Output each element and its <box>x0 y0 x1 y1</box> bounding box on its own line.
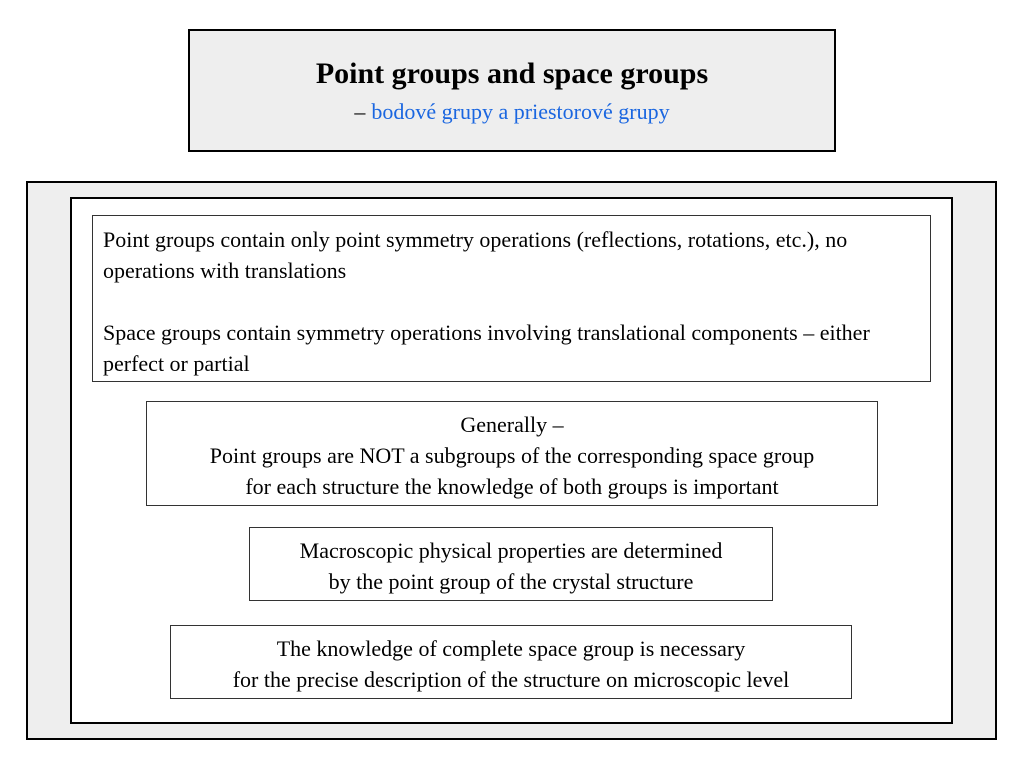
line: for the precise description of the structure on microscopic level <box>232 667 790 692</box>
line: Macroscopic physical properties are determined <box>299 538 723 563</box>
generally-box <box>146 401 878 506</box>
microscopic-box <box>170 625 852 699</box>
point-groups-definition: Point groups contain only point symmetry operations (reflections, rotations, etc.), no operations with translations <box>103 227 848 283</box>
line: Generally – <box>460 412 564 437</box>
title-box <box>188 29 836 152</box>
line: by the point group of the crystal structure <box>328 569 694 594</box>
subtitle-dash: – <box>354 99 366 124</box>
macroscopic-box <box>249 527 773 601</box>
definitions-box <box>92 215 931 382</box>
page-title: Point groups and space groups <box>315 57 709 90</box>
subtitle-text: bodové grupy a priestorové grupy <box>371 99 670 124</box>
subtitle <box>190 99 834 125</box>
space-groups-definition: Space groups contain symmetry operations involving translational components – either perfect or partial <box>103 320 870 376</box>
line: The knowledge of complete space group is necessary <box>276 636 746 661</box>
line: Point groups are NOT a subgroups of the corresponding space group <box>209 443 815 468</box>
line: for each structure the knowledge of both groups is important <box>245 474 779 499</box>
